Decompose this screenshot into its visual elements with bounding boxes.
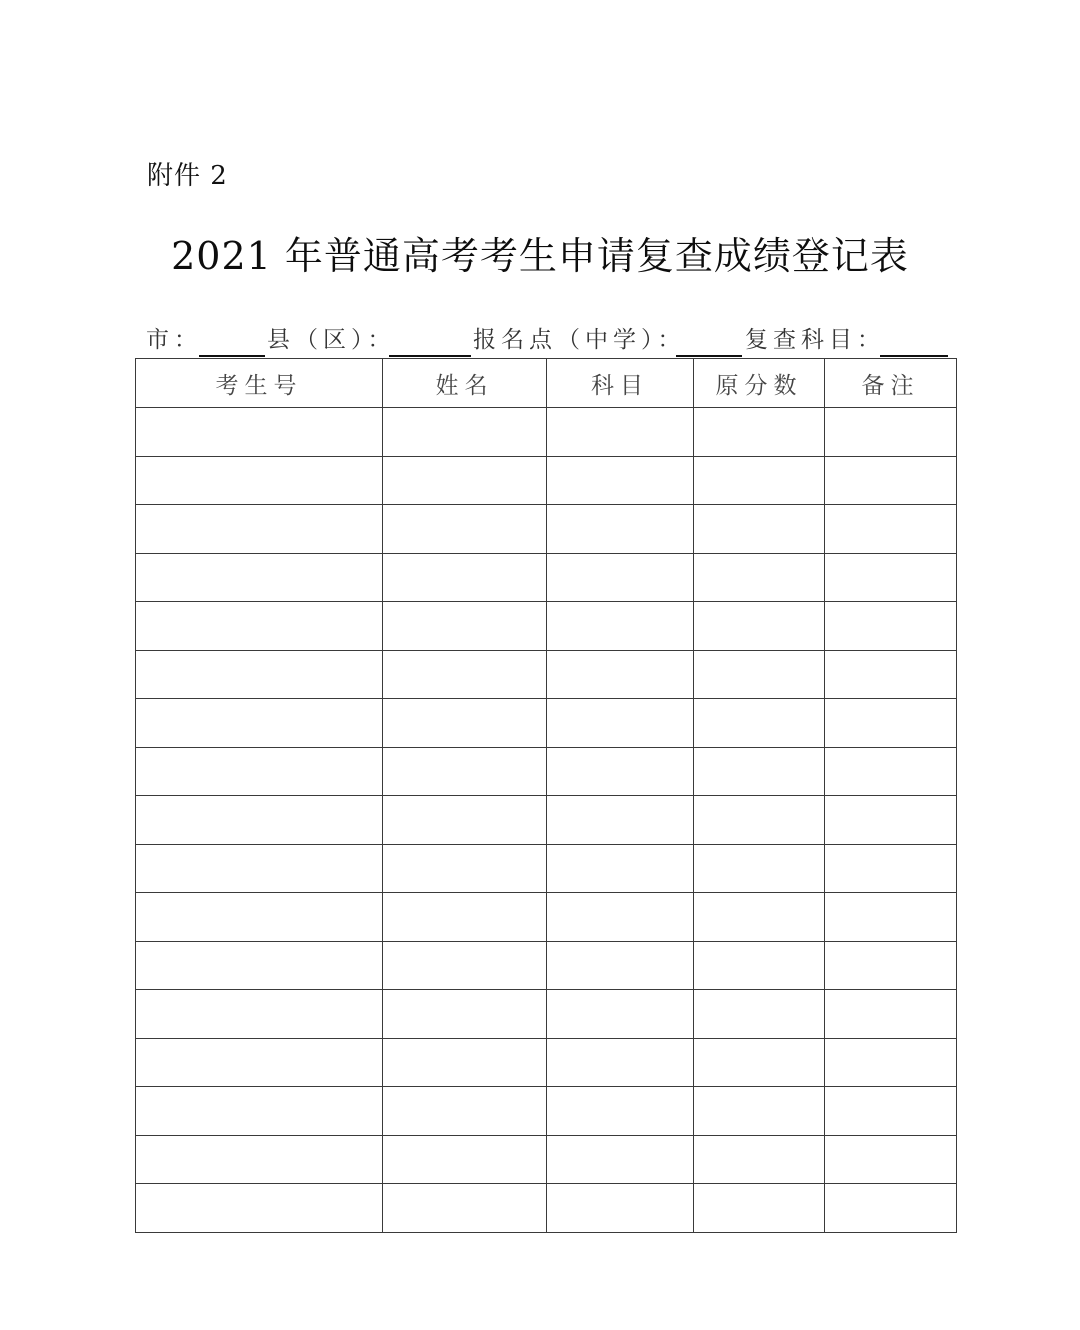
cell-name[interactable] xyxy=(383,699,547,748)
cell-remarks[interactable] xyxy=(825,844,957,893)
cell-exam-number[interactable] xyxy=(136,1135,383,1184)
cell-subject[interactable] xyxy=(547,941,694,990)
cell-exam-number[interactable] xyxy=(136,747,383,796)
table-row xyxy=(136,1135,957,1184)
subject-label: 复查科目： xyxy=(745,327,885,353)
site-label: 报名点（中学）： xyxy=(473,327,686,353)
cell-original-score[interactable] xyxy=(694,893,825,942)
cell-original-score[interactable] xyxy=(694,796,825,845)
cell-remarks[interactable] xyxy=(825,1087,957,1136)
table-row xyxy=(136,893,957,942)
cell-exam-number[interactable] xyxy=(136,408,383,457)
header-fields xyxy=(146,322,950,358)
cell-subject[interactable] xyxy=(547,893,694,942)
column-header-remarks: 备注 xyxy=(825,359,957,408)
cell-name[interactable] xyxy=(383,990,547,1039)
cell-remarks[interactable] xyxy=(825,1038,957,1087)
cell-name[interactable] xyxy=(383,650,547,699)
cell-remarks[interactable] xyxy=(825,1184,957,1233)
cell-name[interactable] xyxy=(383,941,547,990)
column-header-subject: 科目 xyxy=(547,359,694,408)
cell-original-score[interactable] xyxy=(694,990,825,1039)
cell-exam-number[interactable] xyxy=(136,699,383,748)
table-row xyxy=(136,1087,957,1136)
cell-name[interactable] xyxy=(383,844,547,893)
cell-name[interactable] xyxy=(383,602,547,651)
cell-name[interactable] xyxy=(383,747,547,796)
table-row xyxy=(136,747,957,796)
table-body xyxy=(136,408,957,1233)
city-field[interactable] xyxy=(199,355,265,357)
table-row xyxy=(136,408,957,457)
cell-subject[interactable] xyxy=(547,650,694,699)
cell-subject[interactable] xyxy=(547,1184,694,1233)
cell-subject[interactable] xyxy=(547,747,694,796)
table-row xyxy=(136,602,957,651)
cell-original-score[interactable] xyxy=(694,553,825,602)
column-header-name: 姓名 xyxy=(383,359,547,408)
cell-exam-number[interactable] xyxy=(136,990,383,1039)
cell-remarks[interactable] xyxy=(825,990,957,1039)
cell-remarks[interactable] xyxy=(825,602,957,651)
table-row xyxy=(136,553,957,602)
cell-original-score[interactable] xyxy=(694,1135,825,1184)
cell-name[interactable] xyxy=(383,1135,547,1184)
cell-subject[interactable] xyxy=(547,699,694,748)
cell-subject[interactable] xyxy=(547,602,694,651)
table-row xyxy=(136,1184,957,1233)
cell-exam-number[interactable] xyxy=(136,456,383,505)
cell-remarks[interactable] xyxy=(825,699,957,748)
cell-remarks[interactable] xyxy=(825,505,957,554)
county-field[interactable] xyxy=(389,355,471,357)
city-label: 市： xyxy=(146,327,202,353)
table-row xyxy=(136,699,957,748)
cell-remarks[interactable] xyxy=(825,456,957,505)
cell-original-score[interactable] xyxy=(694,747,825,796)
cell-subject[interactable] xyxy=(547,796,694,845)
cell-original-score[interactable] xyxy=(694,941,825,990)
cell-remarks[interactable] xyxy=(825,796,957,845)
cell-original-score[interactable] xyxy=(694,1184,825,1233)
cell-subject[interactable] xyxy=(547,505,694,554)
table-row xyxy=(136,505,957,554)
cell-name[interactable] xyxy=(383,505,547,554)
cell-name[interactable] xyxy=(383,553,547,602)
cell-original-score[interactable] xyxy=(694,1038,825,1087)
table-row xyxy=(136,844,957,893)
cell-remarks[interactable] xyxy=(825,408,957,457)
cell-subject[interactable] xyxy=(547,1135,694,1184)
cell-name[interactable] xyxy=(383,796,547,845)
cell-name[interactable] xyxy=(383,456,547,505)
cell-remarks[interactable] xyxy=(825,650,957,699)
cell-name[interactable] xyxy=(383,893,547,942)
cell-exam-number[interactable] xyxy=(136,1087,383,1136)
cell-remarks[interactable] xyxy=(825,553,957,602)
column-header-original-score: 原分数 xyxy=(694,359,825,408)
cell-exam-number[interactable] xyxy=(136,1038,383,1087)
cell-subject[interactable] xyxy=(547,456,694,505)
cell-name[interactable] xyxy=(383,1184,547,1233)
subject-field[interactable] xyxy=(880,355,948,357)
table-row xyxy=(136,456,957,505)
site-field[interactable] xyxy=(676,355,742,357)
table-row xyxy=(136,650,957,699)
cell-exam-number[interactable] xyxy=(136,553,383,602)
cell-exam-number[interactable] xyxy=(136,844,383,893)
table-header-row xyxy=(136,359,957,408)
cell-exam-number[interactable] xyxy=(136,941,383,990)
cell-remarks[interactable] xyxy=(825,747,957,796)
cell-original-score[interactable] xyxy=(694,1087,825,1136)
cell-remarks[interactable] xyxy=(825,893,957,942)
cell-exam-number[interactable] xyxy=(136,602,383,651)
table-row xyxy=(136,941,957,990)
cell-exam-number[interactable] xyxy=(136,650,383,699)
cell-subject[interactable] xyxy=(547,408,694,457)
cell-exam-number[interactable] xyxy=(136,893,383,942)
registration-table xyxy=(135,358,957,1233)
cell-exam-number[interactable] xyxy=(136,796,383,845)
table-row xyxy=(136,796,957,845)
table-row xyxy=(136,990,957,1039)
cell-name[interactable] xyxy=(383,1087,547,1136)
column-header-exam-number: 考生号 xyxy=(136,359,383,408)
cell-original-score[interactable] xyxy=(694,408,825,457)
cell-original-score[interactable] xyxy=(694,844,825,893)
cell-exam-number[interactable] xyxy=(136,1184,383,1233)
cell-name[interactable] xyxy=(383,1038,547,1087)
cell-original-score[interactable] xyxy=(694,650,825,699)
cell-exam-number[interactable] xyxy=(136,505,383,554)
cell-original-score[interactable] xyxy=(694,456,825,505)
cell-original-score[interactable] xyxy=(694,699,825,748)
cell-subject[interactable] xyxy=(547,553,694,602)
table-row xyxy=(136,1038,957,1087)
cell-subject[interactable] xyxy=(547,844,694,893)
cell-remarks[interactable] xyxy=(825,941,957,990)
cell-original-score[interactable] xyxy=(694,602,825,651)
cell-subject[interactable] xyxy=(547,990,694,1039)
cell-subject[interactable] xyxy=(547,1087,694,1136)
form-title: 2021 年普通高考考生申请复查成绩登记表 xyxy=(171,234,909,278)
cell-remarks[interactable] xyxy=(825,1135,957,1184)
attachment-label: 附件 2 xyxy=(147,161,228,191)
cell-subject[interactable] xyxy=(547,1038,694,1087)
cell-original-score[interactable] xyxy=(694,505,825,554)
cell-name[interactable] xyxy=(383,408,547,457)
county-label: 县（区）： xyxy=(267,327,396,353)
